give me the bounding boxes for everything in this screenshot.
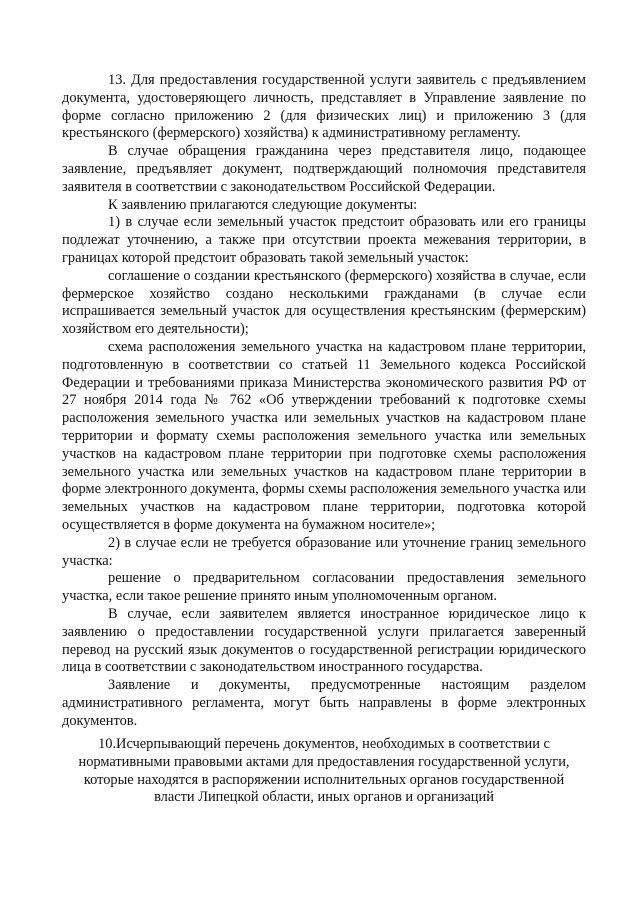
list-item-1: 1) в случае если земельный участок предстоит образовать или его границы подлежат уточнению, а также при отсутствии проекта межевания территории, в границах которой предстоит образовать такой земельный участок:	[62, 214, 586, 266]
paragraph-preliminary-decision: решение о предварительном согласовании предоставления земельного участка, если такое решение принято иным уполномоченным органом.	[62, 570, 586, 605]
paragraph-land-scheme: схема расположения земельного участка на кадастровом плане территории, подготовленную в соответствии со статьей 11 Земельного кодекса Российской Федерации и требованиями приказа Министерства экономического развития РФ от 27 ноября 2014 года № 762 «Об утверждении требований к подготовке схемы расположения земельного участка или земельных участков на кадастровом плане территории и формату схемы расположения земельного участка или земельных участков на кадастровом плане территории при подготовке схемы расположения земельного участка или земельных участков на кадастровом плане территории в форме электронного документа, формы схемы расположения земельного участка или земельных участков на кадастровом плане территории, подготовка которой осуществляется в форме документа на бумажном носителе»;	[62, 338, 586, 533]
paragraph-electronic-docs: Заявление и документы, предусмотренные настоящим разделом административного регламента, могут быть направлены в форме электронных документов.	[62, 677, 586, 729]
section-heading-10: 10.Исчерпывающий перечень документов, необходимых в соответствии с нормативными правовыми актами для предоставления государственной услуги, которые находятся в распоряжении исполнительных органов государственной власти Липецкой области, иных органов и организаций	[78, 736, 570, 806]
paragraph-farm-agreement: соглашение о создании крестьянского (фермерского) хозяйства в случае, если фермерское хозяйство создано несколькими гражданами (в случае если испрашивается земельный участок для осуществления крестьянским (фермерским) хозяйством его деятельности);	[62, 267, 586, 338]
list-item-2: 2) в случае если не требуется образование или уточнение границ земельного участка:	[62, 534, 586, 569]
document-body	[62, 72, 586, 730]
paragraph-attachments-intro: К заявлению прилагаются следующие документы:	[108, 196, 418, 213]
paragraph-representative: В случае обращения гражданина через представителя лицо, подающее заявление, предъявляет документ, подтверждающий полномочия представителя заявителя в соответствии с законодательством Российской Федерации.	[62, 143, 586, 195]
paragraph-foreign-entity: В случае, если заявителем является иностранное юридическое лицо к заявлению о предоставлении государственной услуги прилагается заверенный перевод на русский язык документов о государственной регистрации юридического лица в соответствии с законодательством иностранного государства.	[62, 605, 586, 676]
paragraph-13-intro: 13. Для предоставления государственной услуги заявитель с предъявлением документа, удостоверяющего личность, представляет в Управление заявление по форме согласно приложению 2 (для физических лиц) и приложению 3 (для крестьянского (фермерского) хозяйства) к административному регламенту.	[62, 72, 586, 142]
